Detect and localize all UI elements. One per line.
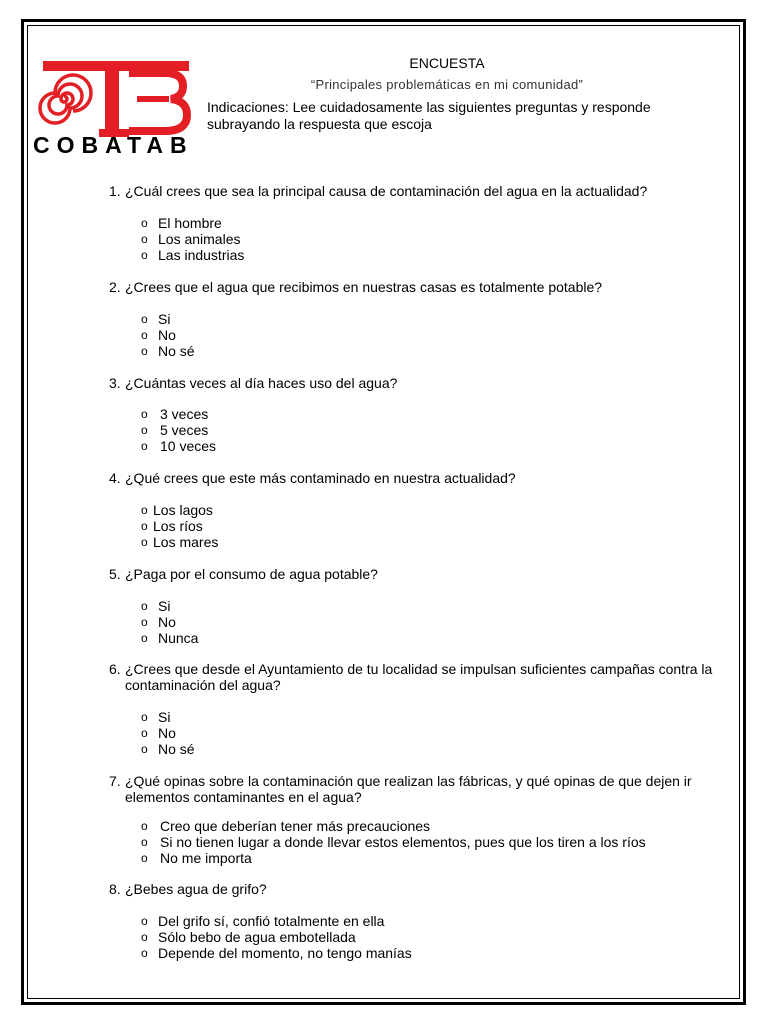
bullet-icon: o bbox=[141, 835, 148, 849]
bullet-icon: o bbox=[141, 726, 148, 740]
question-text: ¿Crees que desde el Ayuntamiento de tu localidad se impulsan suficientes campañas contra la contaminación del agua? bbox=[125, 661, 713, 693]
bullet-icon: o bbox=[141, 216, 148, 230]
bullet-icon: o bbox=[141, 930, 148, 944]
option-label: Si bbox=[158, 311, 171, 327]
question-number: 6. bbox=[109, 661, 121, 677]
question-text: ¿Crees que el agua que recibimos en nuestras casas es totalmente potable? bbox=[125, 279, 603, 295]
option-label: Si bbox=[158, 598, 171, 614]
option-label: No bbox=[158, 614, 176, 630]
question-3 bbox=[109, 375, 719, 391]
question-number: 3. bbox=[109, 375, 121, 391]
question-number: 4. bbox=[109, 470, 121, 486]
survey-subtitle: “Principales problemáticas en mi comunidad” bbox=[310, 77, 584, 92]
bullet-icon: o bbox=[141, 328, 148, 342]
survey-title: ENCUESTA bbox=[409, 55, 485, 71]
logo-text: COBATAB bbox=[33, 132, 194, 158]
question-6 bbox=[109, 661, 719, 693]
option-label: Los animales bbox=[158, 231, 241, 247]
bullet-icon: o bbox=[141, 519, 148, 533]
question-8 bbox=[109, 881, 719, 897]
bullet-icon: o bbox=[141, 946, 148, 960]
bullet-icon: o bbox=[141, 423, 148, 437]
option-label: 3 veces bbox=[160, 406, 209, 422]
option-label: No sé bbox=[158, 741, 195, 757]
bullet-icon: o bbox=[141, 819, 148, 833]
question-number: 5. bbox=[109, 566, 121, 582]
bullet-icon: o bbox=[141, 248, 148, 262]
question-text: ¿Cuál crees que sea la principal causa de contaminación del agua en la actualidad? bbox=[125, 183, 648, 199]
option-label: Los ríos bbox=[153, 518, 203, 534]
instructions-text: Indicaciones: Lee cuidadosamente las siguientes preguntas y responde subrayando la respuesta que escoja bbox=[207, 99, 651, 132]
question-7 bbox=[109, 773, 719, 805]
bullet-icon: o bbox=[141, 407, 148, 421]
option-label: Si no tienen lugar a donde llevar estos elementos, pues que los tiren a los ríos bbox=[160, 834, 646, 850]
option-label: 10 veces bbox=[160, 438, 217, 454]
bullet-icon: o bbox=[141, 851, 148, 865]
bullet-icon: o bbox=[141, 631, 148, 645]
bullet-icon: o bbox=[141, 503, 148, 517]
bullet-icon: o bbox=[141, 710, 148, 724]
question-text: ¿Qué crees que este más contaminado en nuestra actualidad? bbox=[125, 470, 516, 486]
bullet-icon: o bbox=[141, 312, 148, 326]
bullet-icon: o bbox=[141, 232, 148, 246]
bullet-icon: o bbox=[141, 344, 148, 358]
option-label: Depende del momento, no tengo manías bbox=[158, 945, 412, 961]
question-4 bbox=[109, 470, 719, 486]
option-label: Sólo bebo de agua embotellada bbox=[158, 929, 356, 945]
question-5 bbox=[109, 566, 719, 582]
bullet-icon: o bbox=[141, 742, 148, 756]
question-text: ¿Qué opinas sobre la contaminación que realizan las fábricas, y qué opinas de que dejen ir elementos contaminantes en el agua? bbox=[125, 773, 692, 805]
bullet-icon: o bbox=[141, 914, 148, 928]
option-label: No sé bbox=[158, 343, 195, 359]
option-label: No me importa bbox=[160, 850, 252, 866]
question-number: 7. bbox=[109, 773, 121, 789]
option-label: No bbox=[158, 327, 176, 343]
question-number: 8. bbox=[109, 881, 121, 897]
page-border-inner bbox=[27, 25, 740, 999]
bullet-icon: o bbox=[141, 535, 148, 549]
bullet-icon: o bbox=[141, 439, 148, 453]
question-text: ¿Bebes agua de grifo? bbox=[125, 881, 267, 897]
bullet-icon: o bbox=[141, 615, 148, 629]
option-label: Los mares bbox=[153, 534, 219, 550]
option-label: Nunca bbox=[158, 630, 199, 646]
option-label: Creo que deberían tener más precauciones bbox=[160, 818, 431, 834]
question-number: 2. bbox=[109, 279, 121, 295]
option-label: Los lagos bbox=[153, 502, 213, 518]
question-text: ¿Cuántas veces al día haces uso del agua? bbox=[125, 375, 398, 391]
cobatab-logo-icon bbox=[37, 57, 197, 141]
bullet-icon: o bbox=[141, 599, 148, 613]
question-2 bbox=[109, 279, 719, 295]
option-label: Si bbox=[158, 709, 171, 725]
question-text: ¿Paga por el consumo de agua potable? bbox=[125, 566, 378, 582]
option-label: No bbox=[158, 725, 176, 741]
question-1 bbox=[109, 183, 719, 199]
option-label: 5 veces bbox=[160, 422, 209, 438]
option-label: Del grifo sí, confió totalmente en ella bbox=[158, 913, 385, 929]
option-label: Las industrias bbox=[158, 247, 245, 263]
question-number: 1. bbox=[109, 183, 121, 199]
option-label: El hombre bbox=[158, 215, 222, 231]
